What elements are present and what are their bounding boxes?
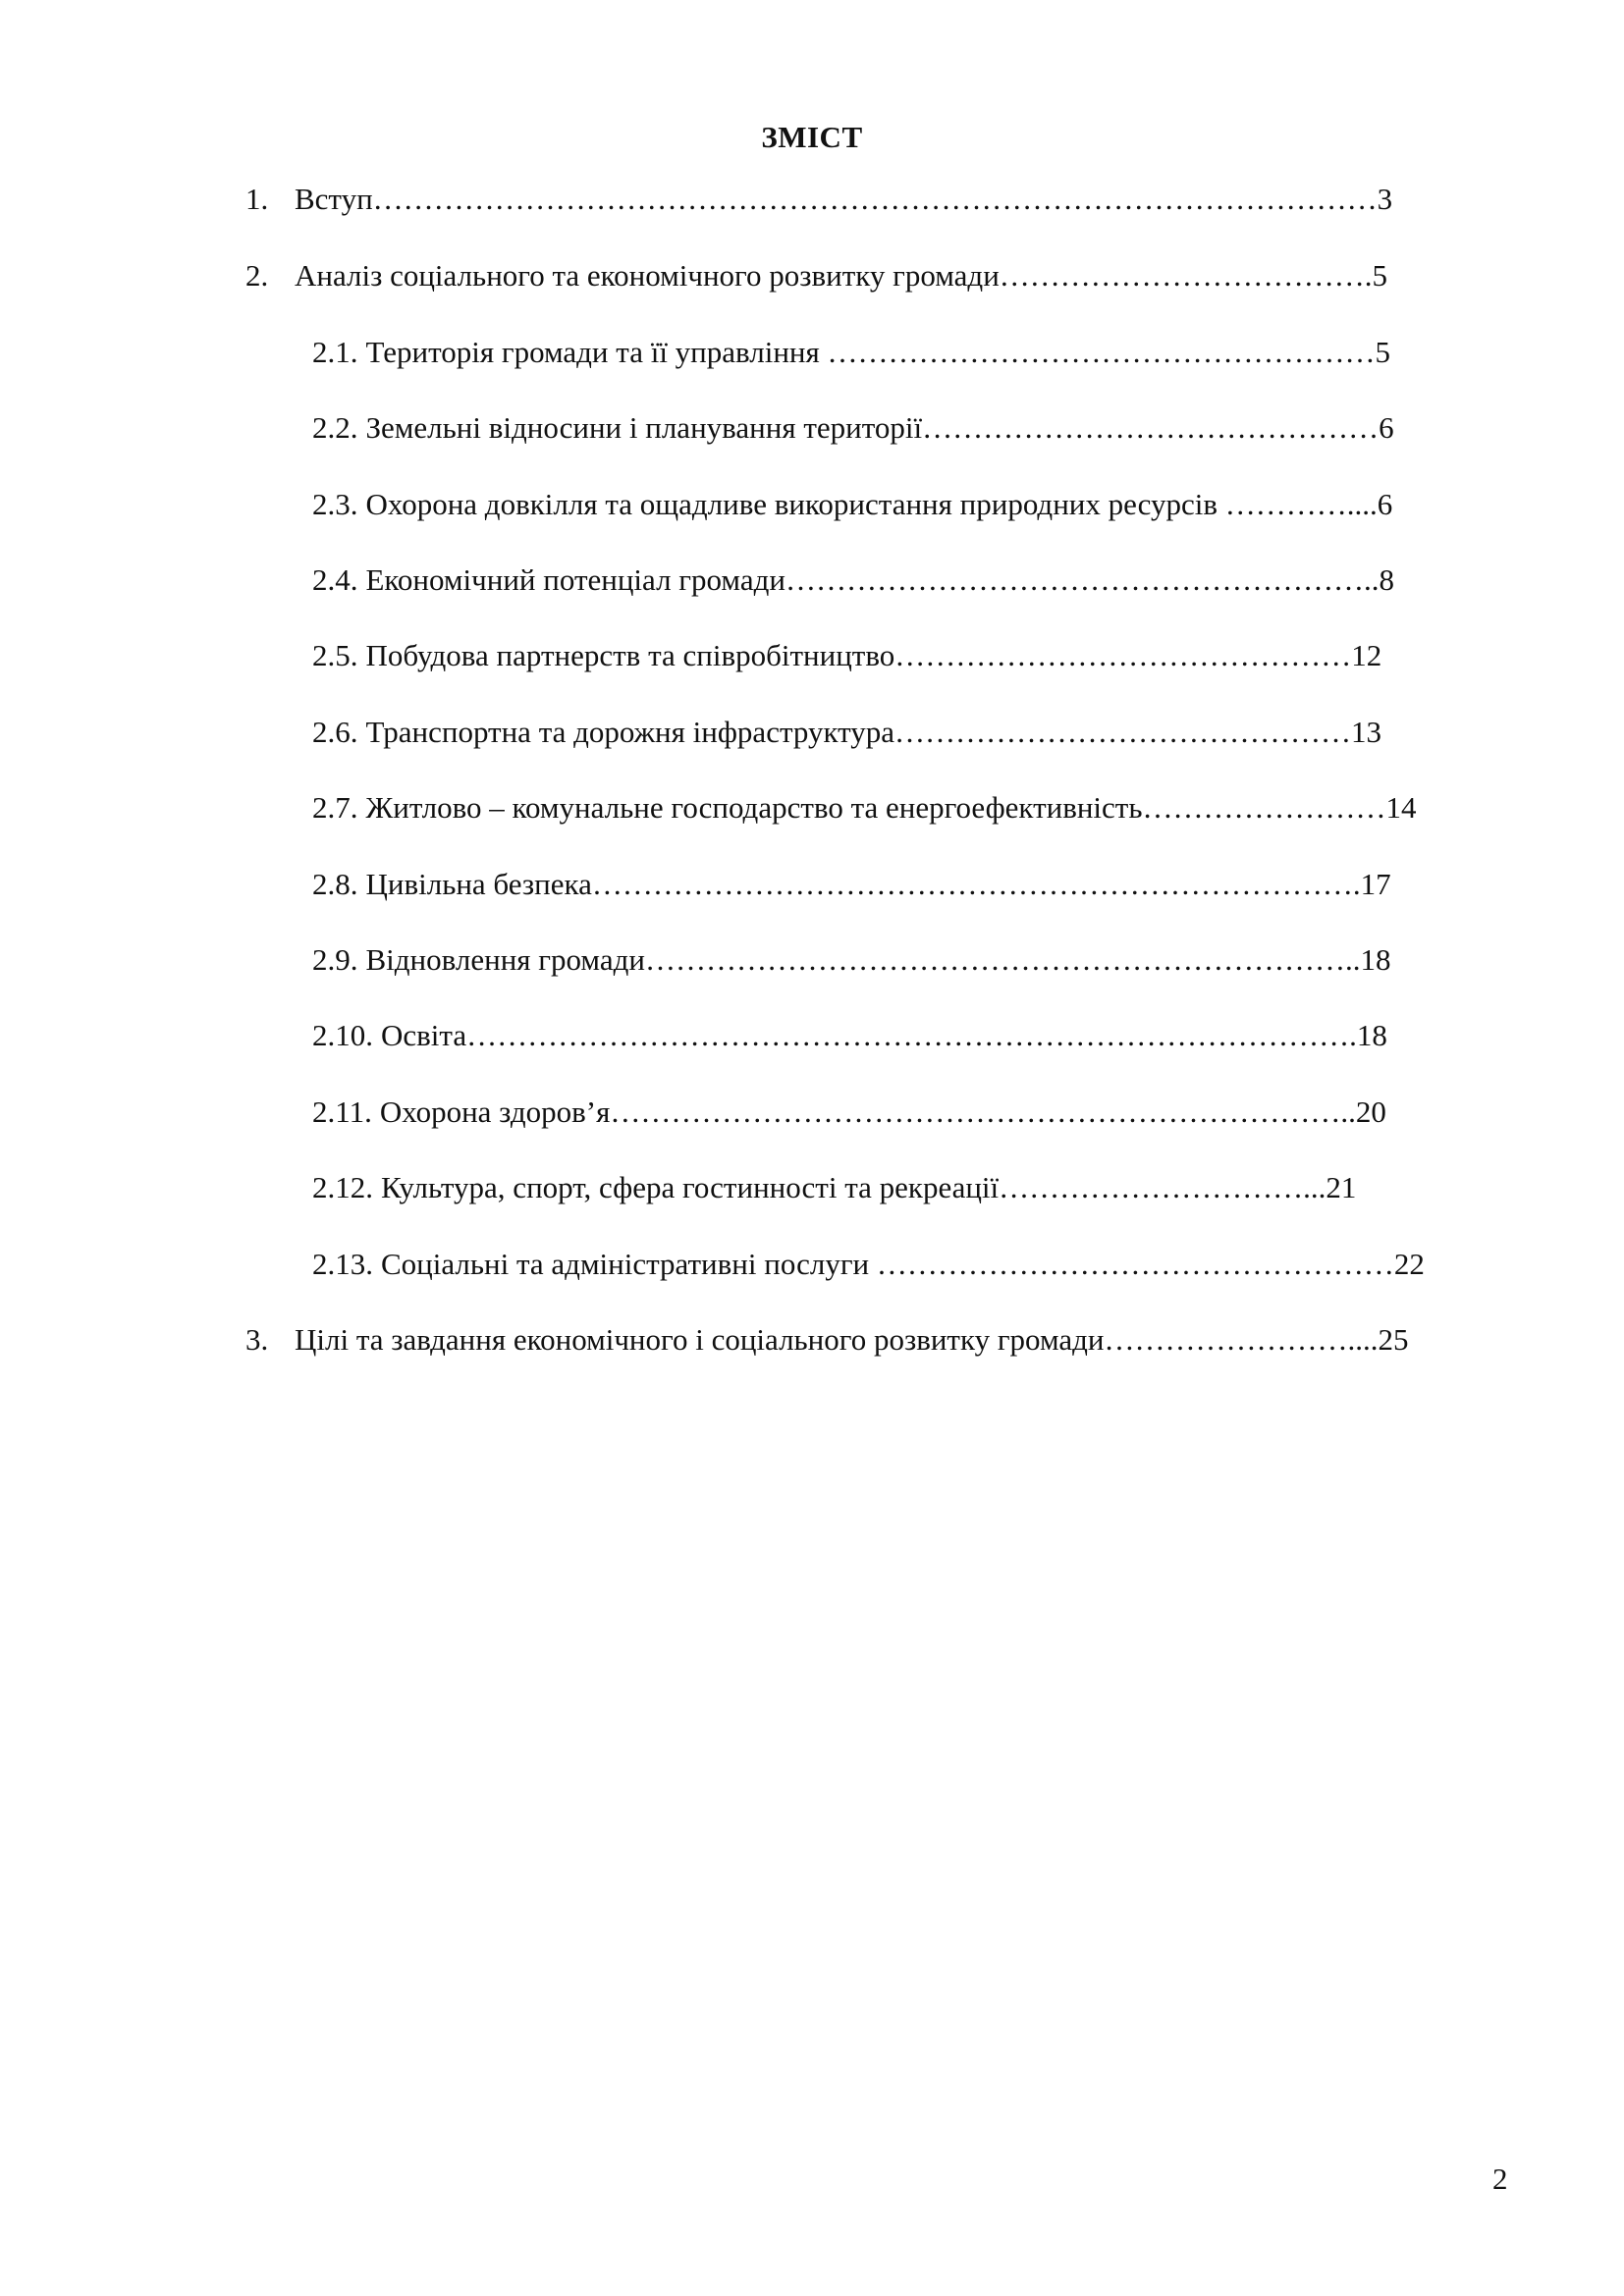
toc-entry-text: Територія громади та її управління ………………………………………………5 — [365, 335, 1391, 369]
toc-entry-text: Цілі та завдання економічного і соціального розвитку громади……………………....25 — [295, 1322, 1409, 1357]
toc-entry-text: Освіта…………………………………………………………………………….18 — [381, 1018, 1387, 1052]
toc-entry-number: 2.8. — [312, 867, 358, 901]
toc-entry-number: 2.12. — [312, 1170, 373, 1204]
toc-entry-number: 2.11. — [312, 1095, 372, 1129]
toc-entry-number: 2.4. — [312, 562, 358, 597]
toc-entry-2-11[interactable] — [312, 1096, 1386, 1127]
toc-entry-text: Житлово – комунальне господарство та енергоефективність……………………14 — [365, 790, 1417, 825]
toc-entry-1[interactable] — [245, 184, 1392, 214]
toc-entry-number: 2.1. — [312, 335, 358, 369]
toc-entry-number: 2. — [245, 258, 269, 293]
toc-entry-2-10[interactable] — [312, 1020, 1387, 1050]
page-title: ЗМІСТ — [761, 120, 863, 154]
toc-entry-text: Відновлення громади……………………………………………………………..18 — [365, 942, 1391, 977]
toc-entry-2-1[interactable] — [312, 337, 1390, 367]
toc-entry-number: 2.6. — [312, 715, 358, 749]
toc-entry-text: Земельні відносини і планування території………………………………………6 — [365, 410, 1394, 445]
toc-entry-2-7[interactable] — [312, 792, 1416, 823]
toc-entry-text: Економічний потенціал громади…………………………………………………..8 — [365, 562, 1394, 597]
toc-entry-text: Охорона довкілля та ощадливе використання природних ресурсів …………....6 — [365, 487, 1393, 521]
toc-entry-text: Охорона здоров’я………………………………………………………………..20 — [379, 1095, 1386, 1129]
toc-entry-2-12[interactable] — [312, 1172, 1356, 1202]
toc-entry-text: Культура, спорт, сфера гостинності та рекреації…………………………...21 — [381, 1170, 1357, 1204]
toc-entry-text: Аналіз соціального та економічного розвитку громади……………………………….5 — [295, 258, 1388, 293]
toc-entry-number: 2.10. — [312, 1018, 373, 1052]
toc-entry-number: 2.5. — [312, 638, 358, 672]
page-number: 2 — [1492, 2162, 1508, 2196]
toc-entry-2-13[interactable] — [312, 1249, 1425, 1279]
toc-entry-number: 2.9. — [312, 942, 358, 977]
toc-entry-number: 2.7. — [312, 790, 358, 825]
toc-entry-text: Соціальні та адміністративні послуги ……………………………………………22 — [381, 1247, 1425, 1281]
toc-entry-number: 3. — [245, 1322, 269, 1357]
toc-entry-number: 2.13. — [312, 1247, 373, 1281]
toc-entry-text: Побудова партнерств та співробітництво………………………………………12 — [365, 638, 1382, 672]
toc-entry-2[interactable] — [245, 260, 1387, 291]
toc-entry-number: 2.2. — [312, 410, 358, 445]
toc-entry-2-5[interactable] — [312, 640, 1381, 670]
toc-entry-2-4[interactable] — [312, 564, 1394, 595]
toc-entry-number: 2.3. — [312, 487, 358, 521]
toc-entry-text: Цивільна безпека………………………………………………………………….17 — [365, 867, 1391, 901]
toc-entry-2-9[interactable] — [312, 944, 1390, 975]
toc-entry-2-8[interactable] — [312, 869, 1391, 899]
toc-entry-text: Транспортна та дорожня інфраструктура………………………………………13 — [365, 715, 1382, 749]
toc-entry-2-6[interactable] — [312, 717, 1381, 747]
toc-entry-text: Вступ………………………………………………………………………………………3 — [295, 182, 1393, 216]
toc-entry-number: 1. — [245, 182, 269, 216]
toc-entry-2-3[interactable] — [312, 489, 1392, 519]
toc-entry-3[interactable] — [245, 1324, 1409, 1355]
toc-entry-2-2[interactable] — [312, 412, 1394, 443]
